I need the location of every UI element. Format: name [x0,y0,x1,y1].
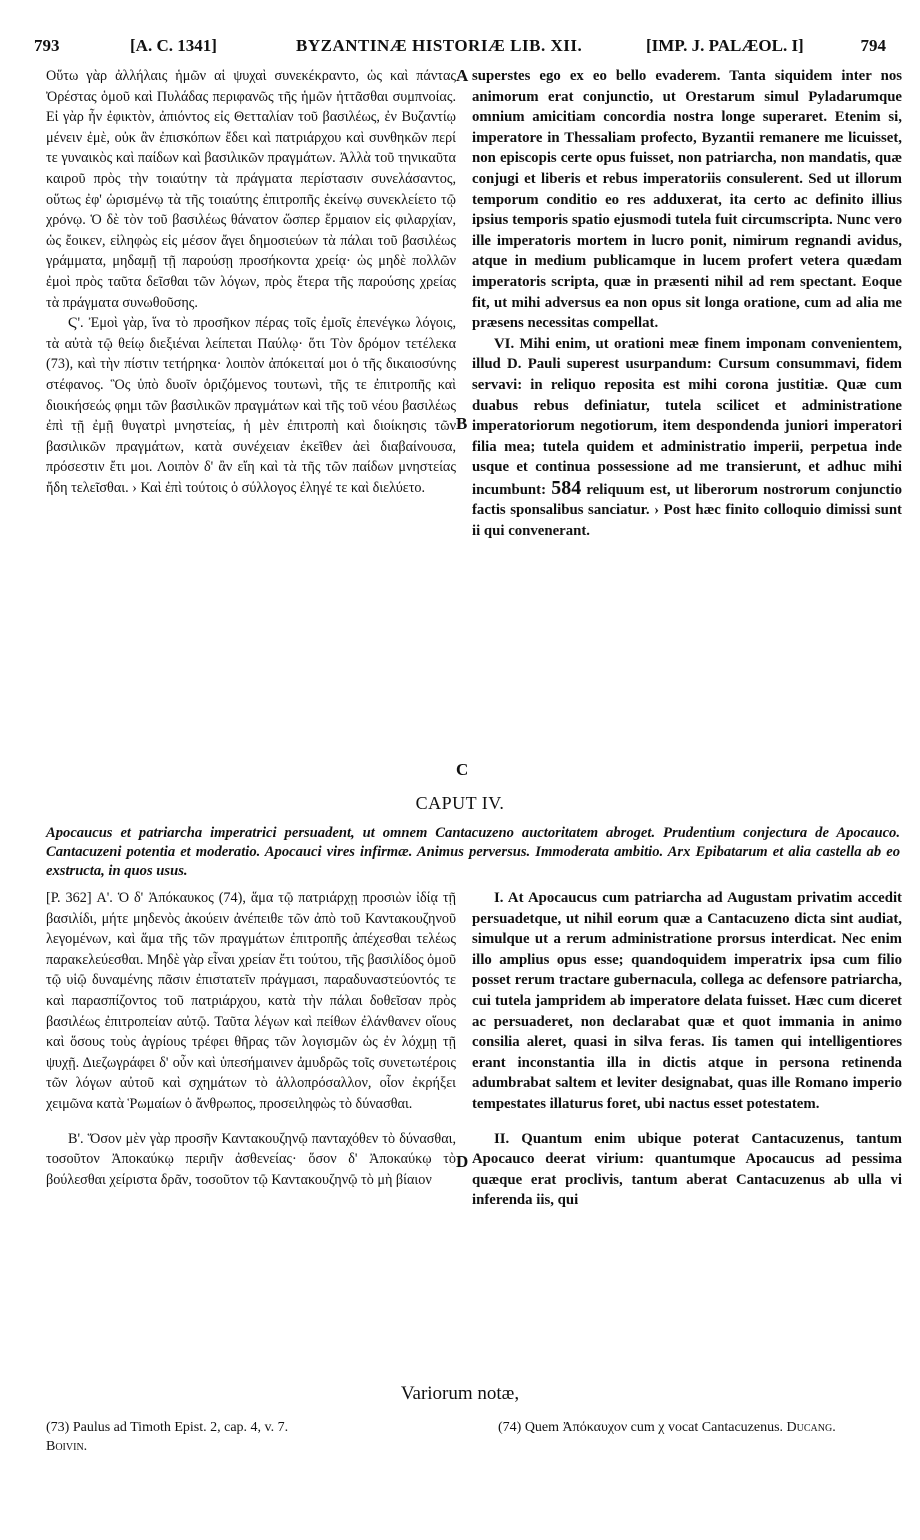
footnote-text: (74) Quem Ἀπόκαυχον cum χ vocat Cantacuzenus. [498,1420,784,1435]
footnote-73 [46,1418,460,1456]
greek-paragraph: Ϛ'. Ἐμοὶ γὰρ, ἵνα τὸ προσῆκον πέρας τοῖς ἐμοῖς ἐπενέγκω λόγοις, τὰ αὐτὰ τῷ θείῳ διεξιέναι λείπεται Παύλῳ· ὅτι Τὸν δρόμον τετέλεκα (73), καὶ τὴν πίστιν τετήρηκα· λοιπὸν ἀπόκειταί μοι ὁ τῆς δικαιοσύνης στέφανος. Ὃς ὑπὸ δυοῖν ὁριζόμενος τουτωνὶ, τῆς τε ἐπιτροπῆς καὶ διοικήσεώς φημι τῶν βασιλικῶν πραγμάτων καὶ τῆς τοῦ νέου βασιλέως ἐπὶ τῇ ἐμῇ θυγατρὶ μνηστείας, ἡ μὲν ἐπιτροπὴ καὶ διοίκησις τῶν βασιλικῶν πραγμάτων, κατὰ συνέχειαν ἐκεῖθεν ἀεὶ διαβαίνουσα, πρόσεστιν ἔτι μοι. Λοιπὸν δ' ἂν εἴη καὶ τὰ τῆς τῶν παίδων μνηστείας ἤδη τελεῖσθαι. › Καὶ ἐπὶ τούτοις ὁ σύλλογος ἐληγέ τε καὶ διελύετο. [46,315,456,496]
footnote-74 [498,1418,902,1437]
latin-paragraph: II. Quantum enim ubique poterat Cantacuzenus, tantum Apocauco deerat virium: quantumque Apocaucus ad pessima quæque erat proclivis, tantum aberat Cantacuzenus ab ulla vi inferenda iis, qui [472,1130,902,1209]
running-header [34,36,886,62]
margin-marker-b: B [456,414,468,433]
greek-paragraph: Β'. Ὅσον μὲν γὰρ προσῆν Καντακουζηνῷ πανταχόθεν τὸ δύνασθαι, τοσοῦτον Ἀποκαύκῳ περιῆν ἀσθενείας· ὅσον δ' Ἀποκαύκῳ τὸ βούλεσθαι χείριστα δρᾶν, τοσοῦτον τῷ Καντακουζηνῷ τὸ μὴ βίαιον [46,1130,456,1188]
latin-paragraph: I. At Apocaucus cum patriarcha ad Augustam privatim accedit persuadetque, ut nihil eorum quæ a Cantacuzeno dicta sint audiat, simulque ut a rerum administratione prorsus interdicat. Nec enim illo amplius opus esse; quandoquidem imperatrix ipsa cum filio posset rerum tractare gubernacula, collega ac defensore patriarcha, cui tutela jampridem ab imperatore delata fuisset. Hæc cum diceret ac persuaderet, non declarabat quæ et quot immania in animo consilia aleret, quasi in silva feras. Iis tamen qui intelligentiores erant inconstantia illa in dictis atque in persona retinenda adumbrabat saltem et leviter designabat, quas ille Romano imperio tempestates illaturus foret, ubi nactus esset potestatem. [472,890,902,1112]
greek-column-bottom [46,888,456,1190]
latin-paragraph: VI. Mihi enim, ut orationi meæ finem imponam convenientem, illud D. Pauli superest usurpandum: Cursum consummavi, fidem servavi: in reliquo reposita est mihi corona justitiæ. Quæ cum duabus rebus definiatur, tutela scilicet et administratione imperatoriorum negotiorum, item despondenda juniori imperatori filia mea; tutela quidem et administratio imperii, perpetua inde usque et continua possessione ad me transierunt, et adhuc mihi incumbunt: 584 reliquum est, ut liberorum nostrorum conjunctio factis sponsalibus sanciatur. › Post hæc finito colloquio dimissi sunt ii qui convenerant. [472,335,902,540]
footnote-author: Boivin. [46,1439,88,1454]
greek-paragraph: [P. 362] Α'. Ὁ δ' Ἀπόκαυκος (74), ἅμα τῷ πατριάρχῃ προσιὼν ἰδίᾳ τῇ βασιλίδι, μήτε μηδενὸς ἀκούειν ἀνέπειθε τῶν ἀπὸ τοῦ Καντακουζηνοῦ λεγομένων, καὶ ἅμα τῆς τῶν πραγμάτων ἐπιτροπῆς ἀπέχεσθαι τελέως παρακελεύεσθαι. Μηδὲ γὰρ εἶναι χρείαν ἔτι τούτου, τῆς βασιλίδος ὁμοῦ τῷ υἱῷ δυναμένης πᾶσιν ἐπιστατεῖν πράγμασι, παραδυναστεύοντός τε καὶ παρασπίζοντος τοῦ πατριάρχου, κατὰ τὴν πάλαι δοθεῖσαν πρὸς βασιλέως ἐπιτροπείαν αὐτῷ. Ταῦτα λέγων καὶ πείθων ἐλάνθανεν οἵους καὶ ὅσους τοὺς ἀγρίους τρέφει θῆρας τῶν λογισμῶν ὡς ἐν λόχμῃ τῇ ψυχῇ. Διεζωγράφει δ' οὖν καὶ ὑπεσήμαινεν ἀμυδρῶς τοῖς συνετωτέροις τῶν λόγων αὐτοῦ καὶ σχημάτων τὸ ἀλλοπρόσαλλον, οἷον ἐκρήξει χειμῶνα κατὰ Ῥωμαίων ὁ ἄνθρωπος, προσειληφὼς τὸ δύνασθαι. [46,890,456,1112]
latin-column-bottom [472,888,902,1211]
book-title: BYZANTINÆ HISTORIÆ LIB. XII. [296,36,583,55]
column-number: 584 [551,476,582,499]
emperor-label: [IMP. J. PALÆOL. I] [646,36,804,55]
notes-title: Variorum notæ, [400,1383,520,1404]
margin-marker-a: A [456,66,469,85]
footnote-text: (73) Paulus ad Timoth Epist. 2, cap. 4, v. 7. [46,1420,289,1435]
latin-column-top [472,66,902,542]
page-number-left: 793 [34,36,60,55]
chapter-title: CAPUT IV. [415,793,505,813]
margin-marker-c: C [456,760,469,779]
chapter-summary: Apocaucus et patriarcha imperatrici persuadent, ut omnem Cantacuzeno auctoritatem abroget. Prudentium conjectura de Apocauco. Cantacuzeni potentia et moderatio. Apocauci vires infirmæ. Animus perversus. Immoderata ambitio. Arx Epibatarum et alia castella ab eo exstructa, in quos usus. [46,825,900,879]
footnote-author: Ducang. [786,1420,836,1435]
margin-marker-d: D [456,1152,469,1171]
latin-paragraph: superstes ego ex eo bello evaderem. Tanta siquidem inter nos animorum erat conjunctio, ut Orestarum simul Pyladarumque omnium amicitiam concordia nostra longe superaret. Etenim si, imperatore in Thessaliam profecto, Byzantii remanere me licuisset, non episcopis certe opus fuisset, non patriarcha, non mandatis, quæ conjugi et liberis et rebus imperatoriis consulerent. Sed ut illorum temporum conditio eo res adduxerat, ita certo ac definito illius ipsius temporis spatio ejusmodi tutela fuit circumscripta. Nunc vero ille imperatoris mortem in lucro ponit, nimirum regnandi avidus, atque in medium publicamque in lucem profert vetera quædam imperatoris scripta, quæ in præsenti nihil ad rem spectant. Eoque fit, ut mihi adversus ea non opus sit longa oratione, cum ad alia me præsens necessitas compellat. [472,68,902,332]
greek-paragraph: Οὕτω γὰρ ἀλλήλαις ἡμῶν αἱ ψυχαὶ συνεκέκραντο, ὡς καὶ πάντας Ὀρέστας ὁμοῦ καὶ Πυλάδας περιφανῶς τῆς ἡμῶν ἡττᾶσθαι συμπνοίας. Εἰ γὰρ ἦν ἐφικτὸν, ἀπιόντος εἰς Θετταλίαν τοῦ βασιλέως, ἐν Βυζαντίῳ μένειν ἐμὲ, οὐκ ἂν ἐπισκόπων ἔδει καὶ πατριάρχου καὶ συνθηκῶν περί τε γυναικὸς καὶ παίδων καὶ βασιλικῶν πραγμάτων. Ἀλλὰ τοῦ τηνικαῦτα καιροῦ πρὸς τὴν τοιαύτην τὰ πράγματα περίστασιν συνελάσαντος, οὕτως ἐφ' ὡρισμένῳ τὰ τῆς τοιαύτης ἐπιτροπῆς ἐκείνῳ συνεκλείετο τῷ χρόνῳ. Ὁ δὲ τὸν τοῦ βασιλέως θάνατον ὥσπερ ἕρμαιον εἰς φιλαρχίαν, ὡς ἔοικεν, εἰληφὼς εἰς μέσον ἄγει δημοσιεύων τὰ πάλαι τοῦ βασιλέως γράμματα, μηδαμῇ τῇ παρούσῃ προσήκοντα χρείᾳ· ὡς μηδὲ πολλῶν ἐμοὶ πρὸς ταῦτα δεῖσθαι τῶν λόγων, πρὸς ἕτερα τῆς παρούσης χρείας τὰ πράγματα συνωθοῦσης. [46,68,456,311]
page-number-right: 794 [860,36,886,55]
year-label: [A. C. 1341] [130,36,217,55]
greek-column-top [46,66,456,498]
